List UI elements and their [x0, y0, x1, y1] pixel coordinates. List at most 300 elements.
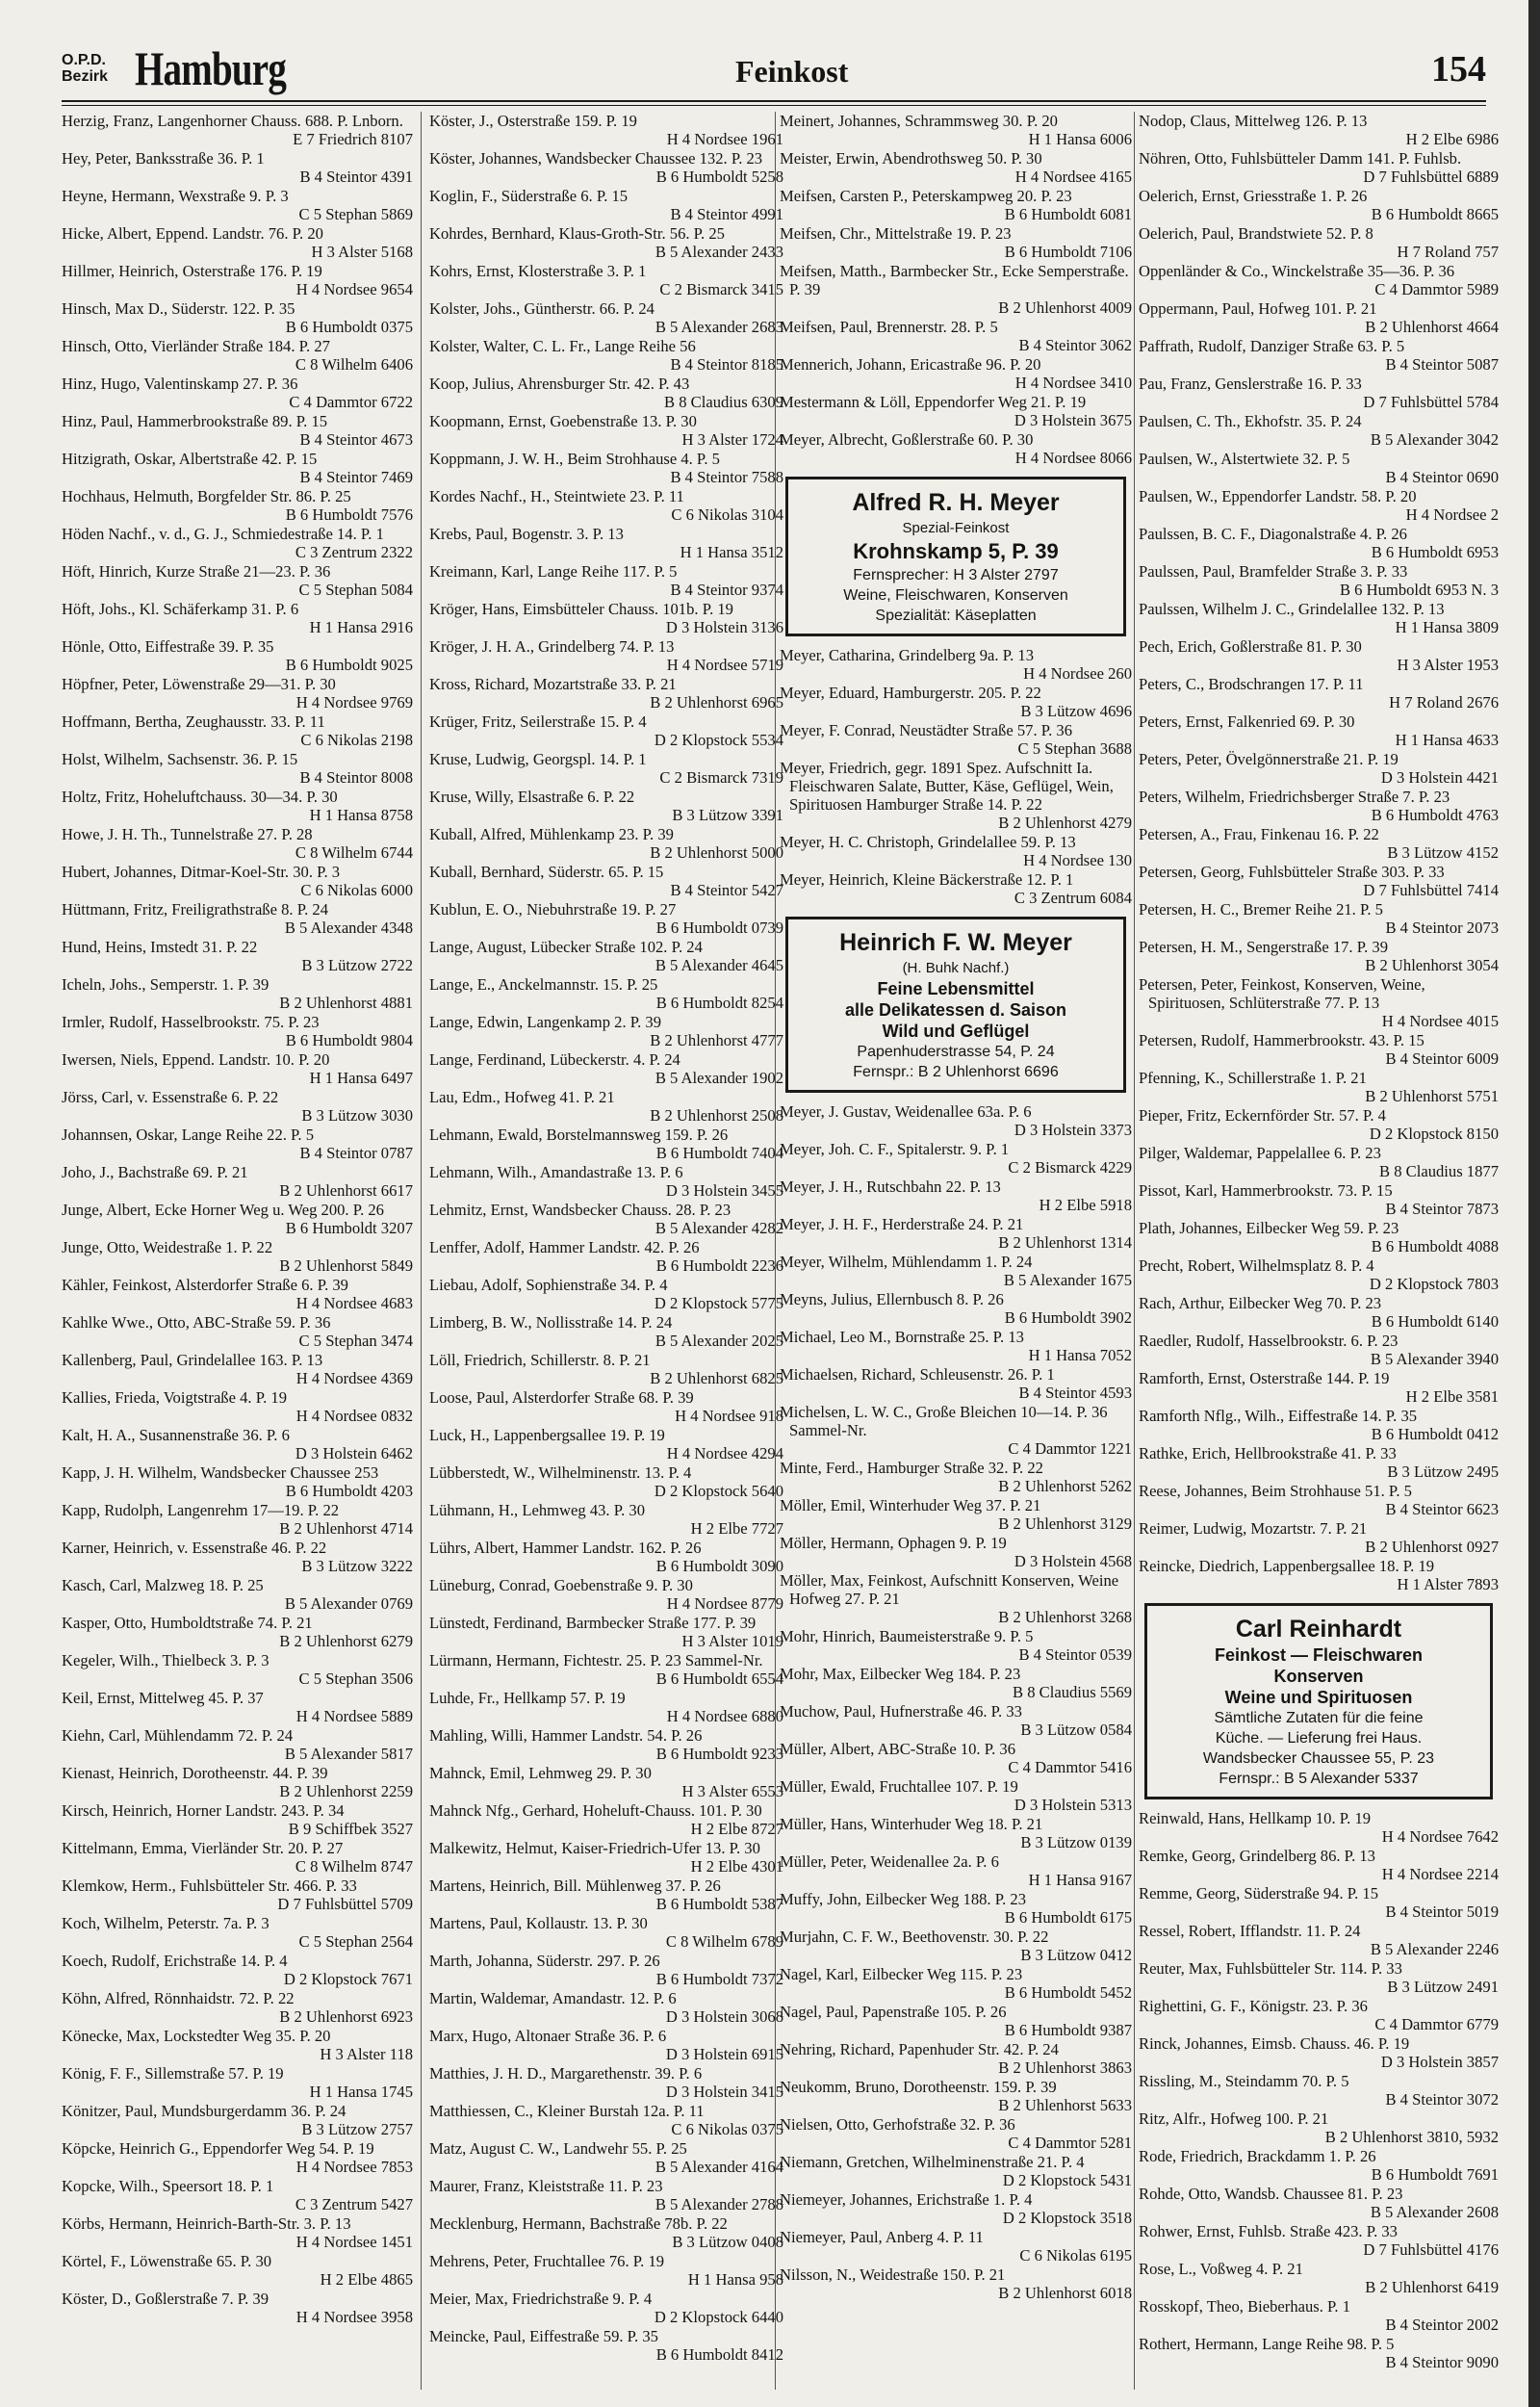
entry-name-address: Meyer, Albrecht, Goßlerstraße 60. P. 30: [780, 430, 1034, 449]
entry-phone: B 6 Humboldt 0739: [655, 919, 783, 937]
entry-phone: B 6 Humboldt 6175: [1004, 1908, 1132, 1927]
entry-name-address: Höden Nachf., v. d., G. J., Schmiedestraße 14. P. 1: [62, 525, 384, 543]
entry-phone: D 3 Holstein 3675: [1014, 411, 1132, 429]
directory-entry: [1139, 487, 1499, 524]
directory-entry: [62, 224, 413, 261]
entry-phone: B 5 Alexander 2683: [654, 318, 783, 336]
directory-entry: [62, 1651, 413, 1688]
directory-entry: [62, 525, 413, 561]
directory-entry: [429, 1351, 783, 1387]
advert-line: Konserven: [1273, 1667, 1364, 1686]
entry-name-address: Löll, Friedrich, Schillerstr. 8. P. 21: [429, 1351, 651, 1369]
entry-phone: H 4 Nordsee 8779: [666, 1594, 783, 1613]
entry-name-address: Hicke, Albert, Eppend. Landstr. 76. P. 20: [62, 224, 323, 243]
entry-phone: B 4 Steintor 9090: [1385, 2353, 1499, 2371]
entry-phone: D 3 Holstein 4568: [1014, 1552, 1132, 1570]
directory-entry: [62, 600, 413, 636]
entry-name-address: Müller, Ewald, Fruchtallee 107. P. 19: [780, 1777, 1018, 1796]
entry-phone: H 1 Hansa 6006: [1028, 130, 1132, 148]
directory-entry: [62, 487, 413, 524]
entry-phone: B 3 Lützow 2491: [1387, 1978, 1499, 1996]
entry-phone: D 3 Holstein 3857: [1380, 2053, 1499, 2071]
entry-name-address: Paulsen, W., Eppendorfer Landstr. 58. P. 20: [1139, 487, 1417, 505]
directory-entry: [780, 1140, 1132, 1177]
entry-name-address: Righettini, G. F., Königstr. 23. P. 36: [1139, 1997, 1368, 2015]
entry-phone: B 9 Schiffbek 3527: [288, 1820, 413, 1838]
entry-name-address: Möller, Hermann, Ophagen 9. P. 19: [780, 1534, 1007, 1552]
directory-entry: [1139, 2034, 1499, 2071]
entry-phone: B 4 Steintor 8185: [670, 355, 783, 374]
entry-name-address: Remme, Georg, Süderstraße 94. P. 15: [1139, 1884, 1379, 1902]
entry-name-address: Könitzer, Paul, Mundsburgerdamm 36. P. 24: [62, 2102, 346, 2120]
directory-entry: [780, 1965, 1132, 2002]
entry-name-address: Meyer, Joh. C. F., Spitalerstr. 9. P. 1: [780, 1140, 1010, 1158]
entry-phone: B 6 Humboldt 6953 N. 3: [1339, 581, 1499, 599]
entry-name-address: Nielsen, Otto, Gerhofstraße 32. P. 36: [780, 2115, 1015, 2134]
entry-phone: D 2 Klopstock 5775: [654, 1294, 783, 1312]
entry-phone: B 6 Humboldt 8412: [655, 2345, 783, 2364]
entry-phone: C 4 Dammtor 6722: [289, 393, 413, 411]
directory-entry: [780, 870, 1132, 907]
entry-name-address: Ressel, Robert, Ifflandstr. 11. P. 24: [1139, 1922, 1361, 1940]
directory-entry: [780, 2115, 1132, 2152]
entry-phone: B 2 Uhlenhorst 3863: [998, 2058, 1132, 2077]
entry-phone: C 5 Stephan 2564: [298, 1932, 413, 1951]
directory-entry: [429, 1501, 783, 1538]
directory-entry: [62, 675, 413, 712]
entry-phone: B 5 Alexander 0769: [284, 1594, 413, 1613]
entry-name-address: Kapp, J. H. Wilhelm, Wandsbecker Chaussee 253: [62, 1463, 379, 1482]
entry-phone: B 5 Alexander 2433: [654, 243, 783, 261]
entry-name-address: Köster, J., Osterstraße 159. P. 19: [429, 112, 637, 130]
directory-entry: [1139, 2109, 1499, 2146]
entry-phone: H 3 Alster 1724: [681, 430, 783, 449]
entry-name-address: Kallenberg, Paul, Grindelallee 163. P. 13: [62, 1351, 323, 1369]
entry-phone: C 8 Wilhelm 6406: [295, 355, 413, 374]
directory-entry: [62, 1952, 413, 1988]
entry-name-address: Neukomm, Bruno, Dorotheenstr. 159. P. 39: [780, 2078, 1057, 2096]
directory-entry: [780, 1403, 1132, 1458]
entry-phone: B 6 Humboldt 0412: [1371, 1425, 1499, 1443]
entry-phone: B 5 Alexander 2246: [1370, 1940, 1499, 1958]
directory-entry: [1139, 187, 1499, 223]
entry-phone: B 2 Uhlenhorst 4881: [279, 994, 413, 1012]
directory-entry: [780, 1740, 1132, 1776]
entry-name-address: Mahnck, Emil, Lehmweg 29. P. 30: [429, 1764, 652, 1782]
directory-entry: [62, 1201, 413, 1237]
directory-entry: [780, 1928, 1132, 1964]
entry-phone: B 5 Alexander 1675: [1003, 1271, 1132, 1289]
directory-entry: [780, 1702, 1132, 1739]
directory-entry: [780, 1253, 1132, 1289]
opd-line2: Bezirk: [62, 68, 109, 85]
entry-phone: H 1 Hansa 3512: [680, 543, 783, 561]
entry-phone: B 6 Humboldt 9025: [285, 656, 413, 674]
entry-name-address: Peters, Peter, Övelgönnerstraße 21. P. 19: [1139, 750, 1399, 768]
entry-name-address: Hund, Heins, Imstedt 31. P. 22: [62, 938, 258, 956]
directory-entry: [1139, 1847, 1499, 1883]
directory-entry: [780, 2153, 1132, 2189]
entry-phone: C 4 Dammtor 5416: [1008, 1758, 1132, 1776]
directory-entry: [62, 637, 413, 674]
directory-entry: [62, 825, 413, 862]
entry-name-address: Kohrdes, Bernhard, Klaus-Groth-Str. 56. P. 25: [429, 224, 725, 243]
entry-name-address: Meyer, Wilhelm, Mühlendamm 1. P. 24: [780, 1253, 1033, 1271]
directory-entry: [429, 788, 783, 824]
directory-entry: [429, 2214, 783, 2251]
entry-phone: H 1 Hansa 3809: [1395, 618, 1499, 636]
entry-phone: B 2 Uhlenhorst 3054: [1365, 956, 1499, 974]
advert-name: Carl Reinhardt: [1235, 1616, 1402, 1643]
advert-line: Feinkost — Fleischwaren: [1214, 1645, 1424, 1665]
directory-entry: [62, 1126, 413, 1162]
directory-entry: [429, 1801, 783, 1838]
entry-name-address: Rohwer, Ernst, Fuhlsb. Straße 423. P. 33: [1139, 2222, 1398, 2240]
directory-entry: [780, 2190, 1132, 2227]
directory-entry: [1139, 299, 1499, 336]
entry-phone: B 2 Uhlenhorst 4714: [279, 1519, 413, 1538]
entry-name-address: Lünstedt, Ferdinand, Barmbecker Straße 177. P. 39: [429, 1614, 757, 1632]
entry-name-address: Rissling, M., Steindamm 70. P. 5: [1139, 2072, 1349, 2090]
directory-entry: [1139, 675, 1499, 712]
entry-name-address: Kiehn, Carl, Mühlendamm 72. P. 24: [62, 1726, 294, 1745]
entry-name-address: Meyer, J. Gustav, Weidenallee 63a. P. 6: [780, 1102, 1032, 1121]
entry-name-address: Kapp, Rudolph, Langenrehm 17—19. P. 22: [62, 1501, 340, 1519]
entry-name-address: Ramforth, Ernst, Osterstraße 144. P. 19: [1139, 1369, 1390, 1387]
directory-entry: [62, 2139, 413, 2176]
entry-group: [1139, 112, 1499, 1593]
entry-name-address: Kienast, Heinrich, Dorotheenstr. 44. P. 39: [62, 1764, 328, 1782]
directory-entry: [62, 1914, 413, 1951]
entry-phone: B 3 Lützow 0412: [1020, 1946, 1132, 1964]
entry-name-address: Holst, Wilhelm, Sachsenstr. 36. P. 15: [62, 750, 298, 768]
directory-entry: [62, 1050, 413, 1087]
entry-name-address: Lührs, Albert, Hammer Landstr. 162. P. 26: [429, 1539, 702, 1557]
entry-name-address: Nilsson, N., Weidestraße 150. P. 21: [780, 2265, 1006, 2284]
entry-name-address: Pieper, Fritz, Eckernförder Str. 57. P. 4: [1139, 1106, 1386, 1125]
directory-entry: [62, 1764, 413, 1800]
entry-name-address: Möller, Max, Feinkost, Aufschnitt Konserven, Weine Hofweg 27. P. 21: [780, 1571, 1119, 1608]
advert-name: Alfred R. H. Meyer: [852, 489, 1060, 516]
entry-name-address: Müller, Albert, ABC-Straße 10. P. 36: [780, 1740, 1016, 1758]
entry-name-address: Kross, Richard, Mozartstraße 33. P. 21: [429, 675, 677, 693]
entry-phone: C 4 Dammtor 5989: [1374, 280, 1499, 298]
directory-entry: [62, 1576, 413, 1613]
directory-entry: [1139, 825, 1499, 862]
entry-phone: H 4 Nordsee 5719: [666, 656, 783, 674]
entry-phone: D 2 Klopstock 6440: [654, 2308, 783, 2326]
entry-phone: H 1 Hansa 958: [687, 2270, 783, 2289]
directory-entry: [62, 1313, 413, 1350]
entry-phone: H 4 Nordsee 4165: [1014, 168, 1132, 186]
advert-phone: Fernspr.: B 2 Uhlenhorst 6696: [853, 1064, 1059, 1080]
directory-entry: [1139, 1884, 1499, 1921]
entry-phone: H 3 Alster 118: [320, 2045, 413, 2063]
entry-name-address: Lange, Ferdinand, Lübeckerstr. 4. P. 24: [429, 1050, 680, 1069]
entry-name-address: Körtel, F., Löwenstraße 65. P. 30: [62, 2252, 272, 2270]
entry-name-address: Kallies, Frieda, Voigtstraße 4. P. 19: [62, 1388, 287, 1407]
directory-entry: [62, 750, 413, 787]
entry-name-address: Mennerich, Johann, Ericastraße 96. P. 20: [780, 355, 1041, 374]
header-rule-thin: [62, 105, 1486, 106]
entry-name-address: Meister, Erwin, Abendrothsweg 50. P. 30: [780, 149, 1042, 168]
entry-phone: B 4 Steintor 2073: [1385, 919, 1499, 937]
directory-entry: [62, 2027, 413, 2063]
entry-name-address: Meincke, Paul, Eiffestraße 59. P. 35: [429, 2327, 658, 2345]
directory-entry: [429, 1238, 783, 1275]
entry-phone: B 5 Alexander 2025: [654, 1332, 783, 1350]
entry-phone: B 2 Uhlenhorst 5000: [650, 843, 783, 862]
directory-entry: [62, 1238, 413, 1275]
entry-phone: B 4 Steintor 7469: [299, 468, 413, 486]
entry-name-address: Iwersen, Niels, Eppend. Landstr. 10. P. 20: [62, 1050, 330, 1069]
entry-name-address: Nodop, Claus, Mittelweg 126. P. 13: [1139, 112, 1368, 130]
entry-phone: C 6 Nikolas 3104: [671, 505, 783, 524]
directory-entry: [1139, 1482, 1499, 1518]
entry-name-address: Icheln, Johs., Semperstr. 1. P. 39: [62, 975, 270, 994]
entry-phone: B 4 Steintor 4391: [299, 168, 413, 186]
directory-entry: [1139, 1809, 1499, 1846]
directory-entry: [1139, 1444, 1499, 1481]
entry-name-address: Koech, Rudolf, Erichstraße 14. P. 4: [62, 1952, 288, 1970]
entry-phone: C 4 Dammtor 5281: [1008, 2134, 1132, 2152]
entry-phone: E 7 Friedrich 8107: [293, 130, 413, 148]
entry-phone: B 6 Humboldt 9233: [655, 1745, 783, 1763]
directory-entry: [62, 975, 413, 1012]
entry-phone: H 4 Nordsee 3958: [295, 2308, 413, 2326]
entry-name-address: Petersen, H. C., Bremer Reihe 21. P. 5: [1139, 900, 1383, 919]
entry-phone: B 6 Humboldt 3207: [285, 1219, 413, 1237]
entry-phone: C 6 Nikolas 6195: [1019, 2246, 1132, 2265]
entry-name-address: Höft, Hinrich, Kurze Straße 21—23. P. 36: [62, 562, 331, 581]
column-divider: [421, 112, 422, 2390]
directory-entry: [429, 2139, 783, 2176]
directory-entry: [429, 750, 783, 787]
entry-phone: B 2 Uhlenhorst 5633: [998, 2096, 1132, 2114]
entry-phone: B 4 Steintor 0787: [299, 1144, 413, 1162]
entry-name-address: Hinz, Paul, Hammerbrookstraße 89. P. 15: [62, 412, 328, 430]
entry-name-address: Meyer, H. C. Christoph, Grindelallee 59. P. 13: [780, 833, 1076, 851]
directory-entry: [780, 1627, 1132, 1664]
directory-entry: [780, 393, 1132, 429]
entry-phone: D 3 Holstein 3415: [665, 2083, 783, 2101]
directory-entry: [62, 1539, 413, 1575]
directory-entry: [429, 1088, 783, 1125]
entry-phone: B 4 Steintor 4991: [670, 205, 783, 223]
entry-name-address: Hochhaus, Helmuth, Borgfelder Str. 86. P. 25: [62, 487, 351, 505]
entry-phone: B 4 Steintor 4593: [1018, 1384, 1132, 1402]
directory-entry: [62, 1351, 413, 1387]
entry-phone: B 2 Uhlenhorst 3129: [998, 1514, 1132, 1533]
directory-entry: [429, 2252, 783, 2289]
directory-entry: [429, 1952, 783, 1988]
entry-name-address: Koopmann, Ernst, Goebenstraße 13. P. 30: [429, 412, 697, 430]
entry-name-address: Kasch, Carl, Malzweg 18. P. 25: [62, 1576, 264, 1594]
entry-phone: C 6 Nikolas 2198: [300, 731, 413, 749]
directory-entry: [62, 1614, 413, 1650]
entry-phone: B 6 Humboldt 4203: [285, 1482, 413, 1500]
entry-group: [780, 1102, 1132, 2302]
entry-phone: B 6 Humboldt 4088: [1371, 1237, 1499, 1255]
directory-entry: [1139, 863, 1499, 899]
entry-phone: D 3 Holstein 6915: [665, 2045, 783, 2063]
entry-phone: C 3 Zentrum 2322: [295, 543, 413, 561]
entry-name-address: Howe, J. H. Th., Tunnelstraße 27. P. 28: [62, 825, 313, 843]
directory-entry: [780, 355, 1132, 392]
entry-phone: B 2 Uhlenhorst 2259: [279, 1782, 413, 1800]
entry-phone: D 2 Klopstock 7671: [283, 1970, 413, 1988]
entry-phone: H 2 Elbe 8727: [690, 1820, 783, 1838]
directory-entry: [780, 1815, 1132, 1851]
entry-name-address: Kröger, J. H. A., Grindelberg 74. P. 13: [429, 637, 675, 656]
entry-name-address: Hubert, Johannes, Ditmar-Koel-Str. 30. P. 3: [62, 863, 341, 881]
entry-name-address: Niemann, Gretchen, Wilhelminenstraße 21. P. 4: [780, 2153, 1085, 2171]
entry-phone: C 4 Dammtor 6779: [1374, 2015, 1499, 2033]
entry-name-address: Hitzigrath, Oskar, Albertstraße 42. P. 15: [62, 450, 318, 468]
advert-subtitle: Spezial-Feinkost: [902, 520, 1010, 536]
directory-entry: [62, 450, 413, 486]
directory-entry: [429, 1876, 783, 1913]
advert-line: Weine und Spirituosen: [1224, 1688, 1413, 1707]
entry-phone: B 2 Uhlenhorst 2508: [650, 1106, 783, 1125]
entry-phone: B 3 Lützow 0584: [1020, 1721, 1132, 1739]
directory-entry: [429, 863, 783, 899]
entry-name-address: Reimer, Ludwig, Mozartstr. 7. P. 21: [1139, 1519, 1368, 1538]
entry-phone: B 5 Alexander 2608: [1370, 2203, 1499, 2221]
directory-entry: [62, 2290, 413, 2326]
entry-phone: H 4 Nordsee 5889: [295, 1707, 413, 1725]
directory-entry: [429, 2064, 783, 2101]
entry-phone: C 2 Bismarck 3415: [659, 280, 783, 298]
entry-phone: H 4 Nordsee 3410: [1014, 374, 1132, 392]
directory-entry: [62, 562, 413, 599]
entry-phone: H 2 Elbe 4301: [690, 1857, 783, 1876]
directory-entry: [429, 1539, 783, 1575]
entry-name-address: Joho, J., Bachstraße 69. P. 21: [62, 1163, 248, 1181]
directory-entry: [429, 1163, 783, 1200]
directory-entry: [62, 788, 413, 824]
advert-address: Papenhuderstrasse 54, P. 24: [857, 1044, 1055, 1060]
entry-phone: B 3 Lützow 3222: [301, 1557, 413, 1575]
entry-name-address: Krebs, Paul, Bogenstr. 3. P. 13: [429, 525, 624, 543]
directory-entry: [429, 1989, 783, 2026]
entry-phone: D 3 Holstein 5313: [1014, 1796, 1132, 1814]
entry-name-address: Marx, Hugo, Altonaer Straße 36. P. 6: [429, 2027, 667, 2045]
entry-name-address: Hinz, Hugo, Valentinskamp 27. P. 36: [62, 375, 298, 393]
entry-name-address: Kolster, Walter, C. L. Fr., Lange Reihe 56: [429, 337, 696, 355]
entry-name-address: Kuball, Alfred, Mühlenkamp 23. P. 39: [429, 825, 674, 843]
directory-entry: [780, 646, 1132, 683]
entry-name-address: Oppermann, Paul, Hofweg 101. P. 21: [1139, 299, 1377, 318]
entry-name-address: Luck, H., Lappenbergsallee 19. P. 19: [429, 1426, 665, 1444]
entry-phone: H 4 Nordsee 260: [1023, 664, 1132, 683]
directory-entry: [429, 1914, 783, 1951]
entry-phone: B 2 Uhlenhorst 6965: [650, 693, 783, 712]
entry-name-address: Rathke, Erich, Hellbrookstraße 41. P. 33: [1139, 1444, 1397, 1462]
entry-phone: B 3 Lützow 0408: [672, 2233, 783, 2251]
directory-entry: [780, 1215, 1132, 1252]
directory-entry: [429, 1013, 783, 1049]
directory-entry: [62, 412, 413, 449]
entry-phone: B 5 Alexander 4164: [654, 2158, 783, 2176]
directory-entry: [62, 1088, 413, 1125]
entry-name-address: Kopcke, Wilh., Speersort 18. P. 1: [62, 2177, 274, 2195]
directory-entry: [780, 833, 1132, 869]
entry-name-address: Kordes Nachf., H., Steintwiete 23. P. 11: [429, 487, 684, 505]
entry-phone: B 2 Uhlenhorst 6923: [279, 2007, 413, 2026]
entry-name-address: Meyer, Heinrich, Kleine Bäckerstraße 12. P. 1: [780, 870, 1074, 889]
entry-name-address: Lühmann, H., Lehmweg 43. P. 30: [429, 1501, 645, 1519]
directory-column-2: [429, 112, 783, 2390]
directory-entry: [780, 2228, 1132, 2265]
entry-name-address: Möller, Emil, Winterhuder Weg 37. P. 21: [780, 1496, 1041, 1514]
entry-phone: H 1 Hansa 1745: [309, 2083, 413, 2101]
entry-phone: B 6 Humboldt 5387: [655, 1895, 783, 1913]
directory-entry: [62, 1689, 413, 1725]
entry-phone: B 5 Alexander 2788: [654, 2195, 783, 2213]
entry-name-address: Klemkow, Herm., Fuhlsbütteler Str. 466. P. 33: [62, 1876, 357, 1895]
entry-phone: D 3 Holstein 3373: [1014, 1121, 1132, 1139]
directory-entry: [62, 1013, 413, 1049]
column-divider: [1134, 112, 1135, 2390]
scan-edge: [1528, 0, 1540, 2407]
entry-name-address: Herzig, Franz, Langenhorner Chauss. 688. P. Lnborn.: [62, 112, 403, 130]
directory-entry: [1139, 1144, 1499, 1180]
directory-entry: [1139, 975, 1499, 1030]
entry-phone: C 5 Stephan 3474: [298, 1332, 413, 1350]
advert-line: Wild und Geflügel: [882, 1022, 1030, 1041]
entry-name-address: Pilger, Waldemar, Pappelallee 6. P. 23: [1139, 1144, 1381, 1162]
entry-phone: B 4 Steintor 6009: [1385, 1049, 1499, 1068]
directory-entry: [1139, 2147, 1499, 2184]
directory-entry: [429, 712, 783, 749]
entry-phone: H 3 Alster 1019: [681, 1632, 783, 1650]
entry-name-address: Niemeyer, Paul, Anberg 4. P. 11: [780, 2228, 984, 2246]
entry-phone: H 4 Nordsee 9654: [295, 280, 413, 298]
directory-entry: [780, 149, 1132, 186]
directory-entry: [1139, 375, 1499, 411]
entry-name-address: Lübberstedt, W., Wilhelminenstr. 13. P. 4: [429, 1463, 692, 1482]
entry-phone: B 8 Claudius 1877: [1379, 1162, 1499, 1180]
directory-entry: [62, 1989, 413, 2026]
directory-entry: [1139, 788, 1499, 824]
entry-name-address: Körbs, Hermann, Heinrich-Barth-Str. 3. P. 13: [62, 2214, 351, 2233]
entry-phone: H 4 Nordsee 1451: [295, 2233, 413, 2251]
directory-entry: [780, 1178, 1132, 1214]
entry-name-address: Paulsen, W., Alstertwiete 32. P. 5: [1139, 450, 1350, 468]
entry-name-address: Murjahn, C. F. W., Beethovenstr. 30. P. 22: [780, 1928, 1049, 1946]
entry-group: [1139, 1809, 1499, 2371]
entry-name-address: Kröger, Hans, Eimsbütteler Chauss. 101b. P. 19: [429, 600, 733, 618]
entry-name-address: Muchow, Paul, Hufnerstraße 46. P. 33: [780, 1702, 1022, 1721]
directory-column-3: [780, 112, 1132, 2390]
entry-phone: B 5 Alexander 3042: [1370, 430, 1499, 449]
entry-phone: D 3 Holstein 4421: [1380, 768, 1499, 787]
entry-name-address: Kuball, Bernhard, Süderstr. 65. P. 15: [429, 863, 664, 881]
entry-name-address: Mehrens, Peter, Fruchtallee 76. P. 19: [429, 2252, 665, 2270]
entry-name-address: Precht, Robert, Wilhelmsplatz 8. P. 4: [1139, 1256, 1374, 1275]
directory-entry: [1139, 1557, 1499, 1593]
entry-phone: H 4 Nordsee 7642: [1381, 1827, 1499, 1846]
directory-entry: [429, 187, 783, 223]
entry-phone: D 2 Klopstock 3518: [1002, 2209, 1132, 2227]
entry-name-address: Johannsen, Oskar, Lange Reihe 22. P. 5: [62, 1126, 315, 1144]
entry-name-address: Liebau, Adolf, Sophienstraße 34. P. 4: [429, 1276, 668, 1294]
directory-entry: [1139, 938, 1499, 974]
city-title: Hamburg: [135, 41, 287, 95]
advert-carl-reinhardt: [1144, 1603, 1493, 1799]
entry-name-address: Paulssen, Paul, Bramfelder Straße 3. P. 33: [1139, 562, 1408, 581]
